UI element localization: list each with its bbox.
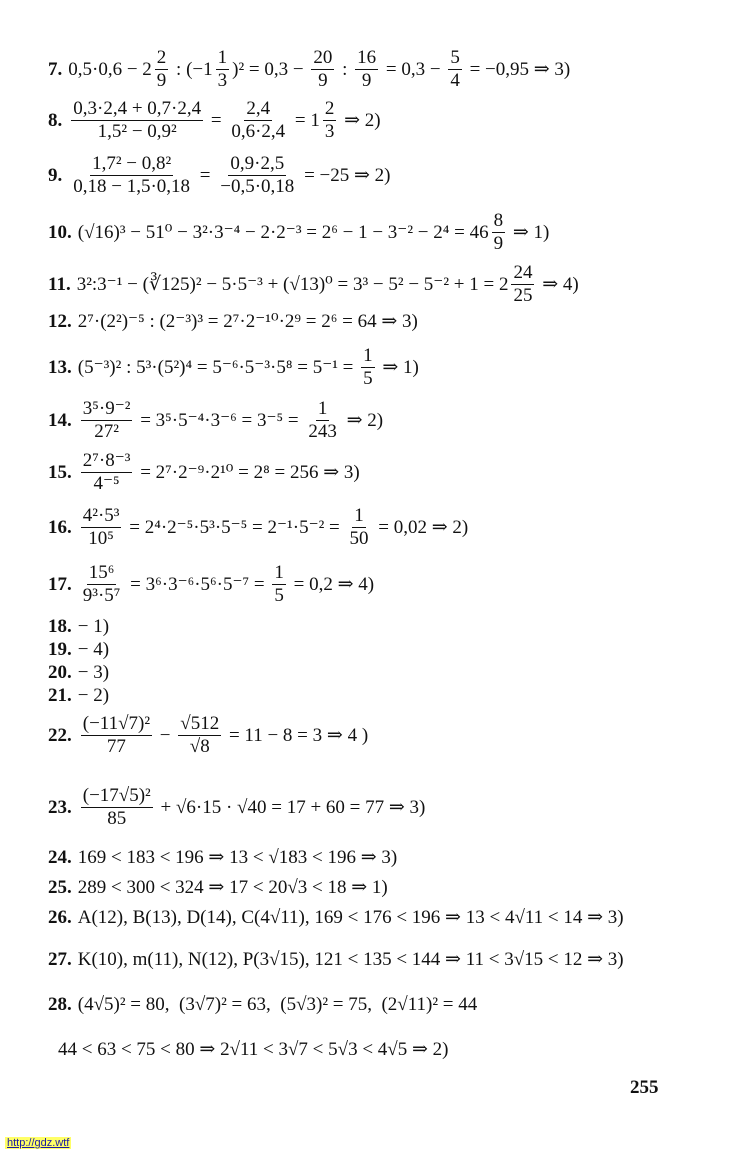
expression-text: 169 < 183 < 196 ⇒ 13 < √183 < 196 ⇒ 3) [77,847,398,868]
fraction [511,262,534,307]
denominator: 4⁻⁵ [93,472,120,494]
solution-row [48,345,703,390]
expression-text: = 1 [290,109,320,131]
problem-number: 24. [48,847,72,868]
numerator: 1 [363,345,373,366]
page-number: 255 [630,1077,659,1098]
expression-text: = 2⁴·2⁻⁵·5³·5⁻⁵ = 2⁻¹·5⁻² = [124,516,345,538]
solution-row [48,713,703,758]
problem-number: 14. [48,409,72,431]
denominator: 5 [363,367,373,389]
expression-text: ⇒ 2) [339,109,381,131]
fraction [71,98,203,143]
denominator: 4 [450,69,460,91]
solution-row [48,848,703,867]
problem-number: 26. [48,907,72,928]
fraction [448,47,462,92]
expression-text: (√16)³ − 51⁰ − 3²·3⁻⁴ − 2·2⁻³ = 2⁶ − 1 − 3⁻² − 2⁴ = 46 [77,221,489,243]
solution-row [48,908,703,927]
solution-row [48,950,703,969]
solution-row [48,153,703,198]
expression-text: : (−1 [171,58,213,80]
expression-text: 289 < 300 < 324 ⇒ 17 < 20√3 < 18 ⇒ 1) [77,877,388,898]
expression-text: (4√5)² = 80, (3√7)² = 63, (5√3)² = 75, (2√11)² = 44 [77,994,478,1015]
numerator: 15⁶ [88,562,115,583]
denominator: 9 [493,232,504,254]
expression-text: − 1) [77,616,110,637]
problem-number: 16. [48,516,72,538]
numerator: 5 [450,47,460,68]
numerator: 2⁷·8⁻³ [82,450,131,471]
numerator: 4²·5³ [82,505,120,526]
numerator: 1 [217,47,228,68]
expression-text: = [206,109,227,131]
numerator: 1,7² − 0,8² [92,153,172,174]
expression-text: ⇒ 2) [341,409,384,431]
fraction [81,398,133,443]
solution-row [48,617,703,636]
expression-text: = 11 − 8 = 3 ⇒ 4 ) [224,724,369,746]
expression-text: : [337,58,353,80]
expression-text: ⇒ 4) [537,273,579,295]
solution-row [48,878,703,897]
problem-number: 12. [48,311,72,332]
fraction [361,345,375,390]
fraction [81,450,133,495]
fraction [272,562,286,607]
numerator: 8 [493,210,504,231]
problem-number: 28. [48,994,72,1015]
expression-text: A(12), B(13), D(14), C(4√11), 169 < 176 < 196 ⇒ 13 < 4√11 < 14 ⇒ 3) [77,907,624,928]
fraction [492,210,506,255]
expression-text: = 0,3 − [381,58,446,80]
fraction [311,47,334,92]
numerator: 0,9·2,5 [230,153,285,174]
denominator: 9³·5⁷ [82,584,121,606]
denominator: 50 [349,527,369,549]
problem-number: 25. [48,877,72,898]
problem-number: 13. [48,356,72,378]
denominator: 27² [94,420,119,442]
problem-number: 27. [48,949,72,970]
expression-text: K(10), m(11), N(12), P(3√15), 121 < 135 < 144 ⇒ 11 < 3√15 < 12 ⇒ 3) [77,949,624,970]
problem-number: 11. [48,273,71,295]
expression-text: 44 < 63 < 75 < 80 ⇒ 2√11 < 3√7 < 5√3 < 4√5 ⇒ 2) [58,1039,449,1060]
fraction [323,98,337,143]
numerator: 20 [313,47,333,68]
solution-row [48,640,703,659]
numerator: 2,4 [246,98,271,119]
problem-number: 22. [48,724,72,746]
solution-row [48,686,703,705]
expression-text: 2⁷·(2²)⁻⁵ : (2⁻³)³ = 2⁷·2⁻¹⁰·2⁹ = 2⁶ = 64 ⇒ 3) [77,311,418,332]
fraction [355,47,378,92]
expression-text: − 2) [77,685,110,706]
expression-text: = 0,02 ⇒ 2) [373,516,469,538]
fraction [155,47,169,92]
denominator: 10⁵ [88,527,114,549]
solution-row [48,262,703,307]
fraction [216,47,230,92]
numerator: 24 [513,262,533,283]
denominator: 9 [156,69,167,91]
denominator: 3 [324,120,335,142]
problem-number: 10. [48,221,72,243]
denominator: 85 [107,807,127,829]
problem-number: 19. [48,639,72,660]
solution-row [48,663,703,682]
expression-text: ⇒ 1) [508,221,550,243]
expression-text: = 0,2 ⇒ 4) [288,573,375,595]
numerator: √512 [180,713,220,734]
expression-text: 3²:3⁻¹ − (∛125)² − 5·5⁻³ + (√13)⁰ = 3³ − 5² − 5⁻² + 1 = 2 [76,273,509,295]
fraction [178,713,221,758]
problem-number: 23. [48,796,72,818]
expression-text: = 2⁷·2⁻⁹·2¹⁰ = 2⁸ = 256 ⇒ 3) [135,461,360,483]
expression-text: − 3) [77,662,110,683]
denominator: 9 [361,69,372,91]
problem-number: 8. [48,109,63,131]
numerator: 3⁵·9⁻² [82,398,131,419]
solution-row [48,312,703,331]
denominator: 9 [318,69,328,91]
fraction [348,505,371,550]
denominator: −0,5·0,18 [220,175,295,197]
problem-number: 7. [48,58,63,80]
solution-row [48,785,703,830]
problem-number: 21. [48,685,72,706]
numerator: 0,3·2,4 + 0,7·2,4 [73,98,202,119]
fraction [81,505,122,550]
fraction [81,562,123,607]
solution-row [48,210,703,255]
solution-row [48,398,703,443]
expression-text: − [155,724,176,746]
denominator: 25 [513,284,533,306]
fraction [81,713,152,758]
expression-text: + √6·15 · √40 = 17 + 60 = 77 ⇒ 3) [155,796,426,818]
denominator: 1,5² − 0,9² [97,120,177,142]
numerator: 1 [354,505,364,526]
fraction [229,98,287,143]
denominator: 77 [106,735,126,757]
denominator: 5 [274,584,284,606]
solution-row [48,562,703,607]
expression-text: )² = 0,3 − [232,58,309,80]
problem-number: 20. [48,662,72,683]
solution-row [48,450,703,495]
fraction [306,398,339,443]
denominator: 3 [217,69,228,91]
expression-text: = −0,95 ⇒ 3) [464,58,571,80]
numerator: (−11√7)² [82,713,151,734]
solution-row [48,47,703,92]
fraction [81,785,153,830]
denominator: 0,18 − 1,5·0,18 [73,175,191,197]
problem-number: 9. [48,164,63,186]
numerator: 16 [357,47,377,68]
solution-row [48,995,703,1014]
fraction [71,153,192,198]
solution-row [58,1040,703,1059]
denominator: 0,6·2,4 [231,120,286,142]
numerator: 2 [324,98,335,119]
denominator: √8 [189,735,210,757]
expression-text: (5⁻³)² : 5³·(5²)⁴ = 5⁻⁶·5⁻³·5⁸ = 5⁻¹ = [77,356,359,378]
numerator: (−17√5)² [82,785,151,806]
problem-number: 15. [48,461,72,483]
solution-row [48,505,703,550]
expression-text: − 4) [77,639,110,660]
expression-text: = [195,164,216,186]
source-link[interactable]: http://gdz.wtf [7,1137,70,1149]
solution-row [48,98,703,143]
numerator: 1 [317,398,328,419]
fraction [218,153,296,198]
expression-text: ⇒ 1) [377,356,419,378]
problem-number: 17. [48,573,72,595]
denominator: 243 [308,420,337,442]
numerator: 2 [156,47,167,68]
expression-text: 0,5·0,6 − 2 [68,58,152,80]
numerator: 1 [274,562,284,583]
expression-text: = −25 ⇒ 2) [299,164,391,186]
problem-number: 18. [48,616,72,637]
expression-text: = 3⁵·5⁻⁴·3⁻⁶ = 3⁻⁵ = [135,409,304,431]
expression-text: = 3⁶·3⁻⁶·5⁶·5⁻⁷ = [125,573,270,595]
